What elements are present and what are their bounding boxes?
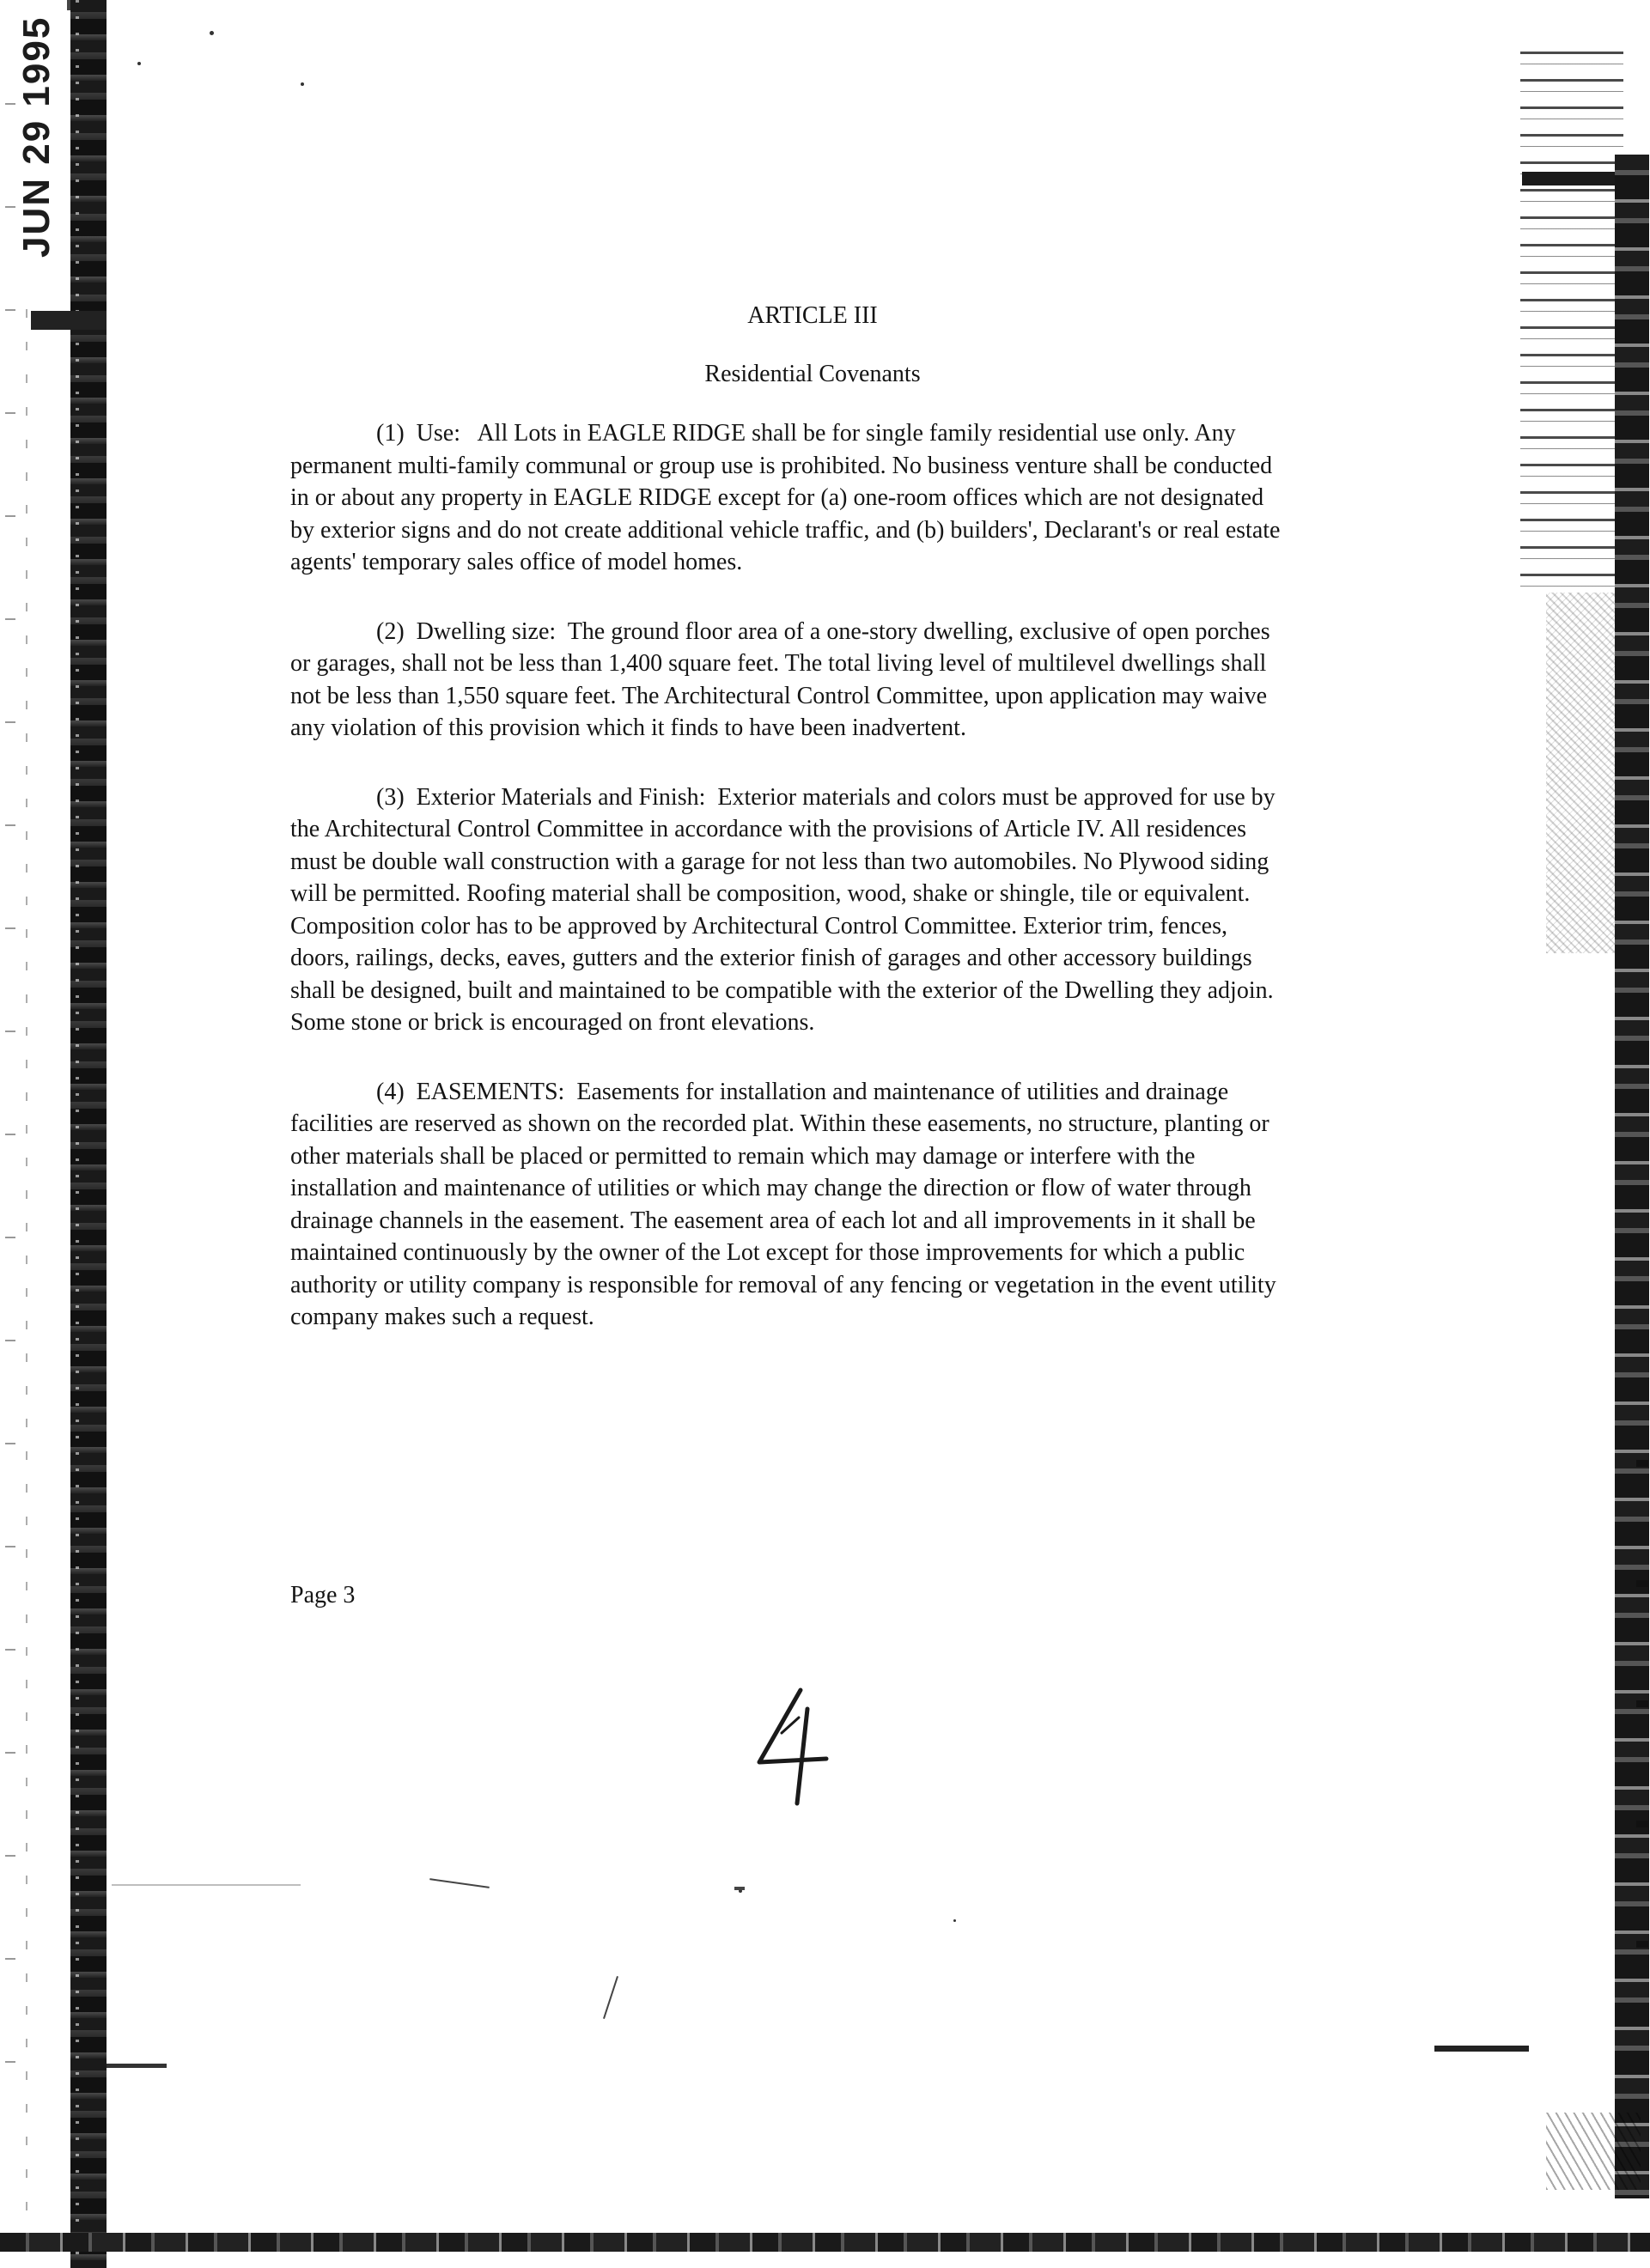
paragraph-number: (1): [376, 420, 405, 447]
scan-artifact-left-strip: [70, 0, 107, 2268]
document-body: [290, 302, 1292, 1371]
paragraph-text: Exterior materials and colors must be approved for use by the Architectural Control Committee in accordance with the provisions of Article IV. All residences must be double wall construction with a garage for not less than two automobiles. No Plywood siding will be permitted. Roofing material shall be composition, wood, shake or shingle, tile or equivalent. Composition color has to be approved by Architectural Control Committee. Exterior trim, fences, doors, railings, decks, eaves, gutters and the exterior finish of garages and other accessory buildings shall be designed, built and maintained to be compatible with the exterior of the Dwelling they adjoin. Some stone or brick is encouraged on front elevations.: [290, 783, 1276, 1036]
paragraph-title: Exterior Materials and Finish:: [416, 783, 706, 811]
scan-artifact-bottom-edge: [0, 2233, 1650, 2252]
scan-artifact-left-block: [31, 311, 107, 330]
paragraph-title: Use:: [416, 420, 460, 447]
scan-speck: [137, 62, 141, 65]
article-heading: ARTICLE III: [747, 302, 878, 329]
section-heading: Residential Covenants: [704, 361, 921, 387]
scan-stroke: [112, 1884, 301, 1886]
scan-artifact-left-dashes: [26, 309, 27, 2233]
scan-speck: [953, 1919, 956, 1922]
paragraph-number: (3): [376, 783, 405, 811]
paragraph-dwelling-size: [290, 616, 1292, 745]
scan-artifact-left-ticks: [5, 103, 15, 2164]
page-number-label: Page 3: [290, 1582, 356, 1608]
paragraph-exterior-materials: [290, 781, 1292, 1039]
scan-artifact-right-bars: [1520, 52, 1623, 601]
paragraph-number: (4): [376, 1078, 405, 1105]
scan-speck: [301, 82, 304, 86]
paragraph-use: [290, 417, 1292, 579]
scan-stroke: [603, 1976, 618, 2019]
scan-stroke: [429, 1878, 490, 1888]
scan-artifact-right-speck: [1546, 2113, 1641, 2190]
scan-artifact-right-ticks: [1636, 1460, 1648, 2061]
scan-artifact-right-block: [1522, 172, 1623, 185]
paragraph-text: All Lots in EAGLE RIDGE shall be for single family residential use only. Any permanent multi-family communal or group use is prohibited. No business venture shall be conducted in or about any property in EAGLE RIDGE except for (a) one-room offices which are not designated by exterior signs and do not create additional vehicle traffic, and (b) builders', Declarant's or real estate agents' temporary sales office of model homes.: [290, 420, 1281, 575]
handwritten-page-number: [747, 1683, 833, 1812]
scan-speck: [210, 31, 214, 35]
scan-artifact-left-hook: [107, 2064, 167, 2068]
paragraph-number: (2): [376, 617, 405, 645]
scan-stroke: [734, 1887, 745, 1890]
paragraph-easements: [290, 1076, 1292, 1334]
scan-artifact-right-hook: [1434, 2046, 1529, 2052]
received-date-stamp: JUN 29 1995: [15, 15, 58, 258]
paragraph-title: Dwelling size:: [416, 617, 557, 645]
paragraph-text: Easements for installation and maintenance of utilities and drainage facilities are reserved as shown on the recorded plat. Within these easements, no structure, planting or other materials shall be placed or permitted to remain which may damage or interfere with the installation and maintenance of utilities or which may change the direction or flow of water through drainage channels in the easement. The easement area of each lot and all improvements in it shall be maintained continuously by the owner of the Lot except for those improvements for which a public authority or utility company is responsible for removal of any fencing or vegetation in the event utility company makes such a request.: [290, 1078, 1276, 1330]
paragraph-text: The ground floor area of a one-story dwelling, exclusive of open porches or garages, shall not be less than 1,400 square feet. The total living level of multilevel dwellings shall not be less than 1,550 square feet. The Architectural Control Committee, upon application may waive any violation of this provision which it finds to have been inadvertent.: [290, 617, 1270, 741]
paragraph-title: EASEMENTS:: [416, 1078, 565, 1105]
